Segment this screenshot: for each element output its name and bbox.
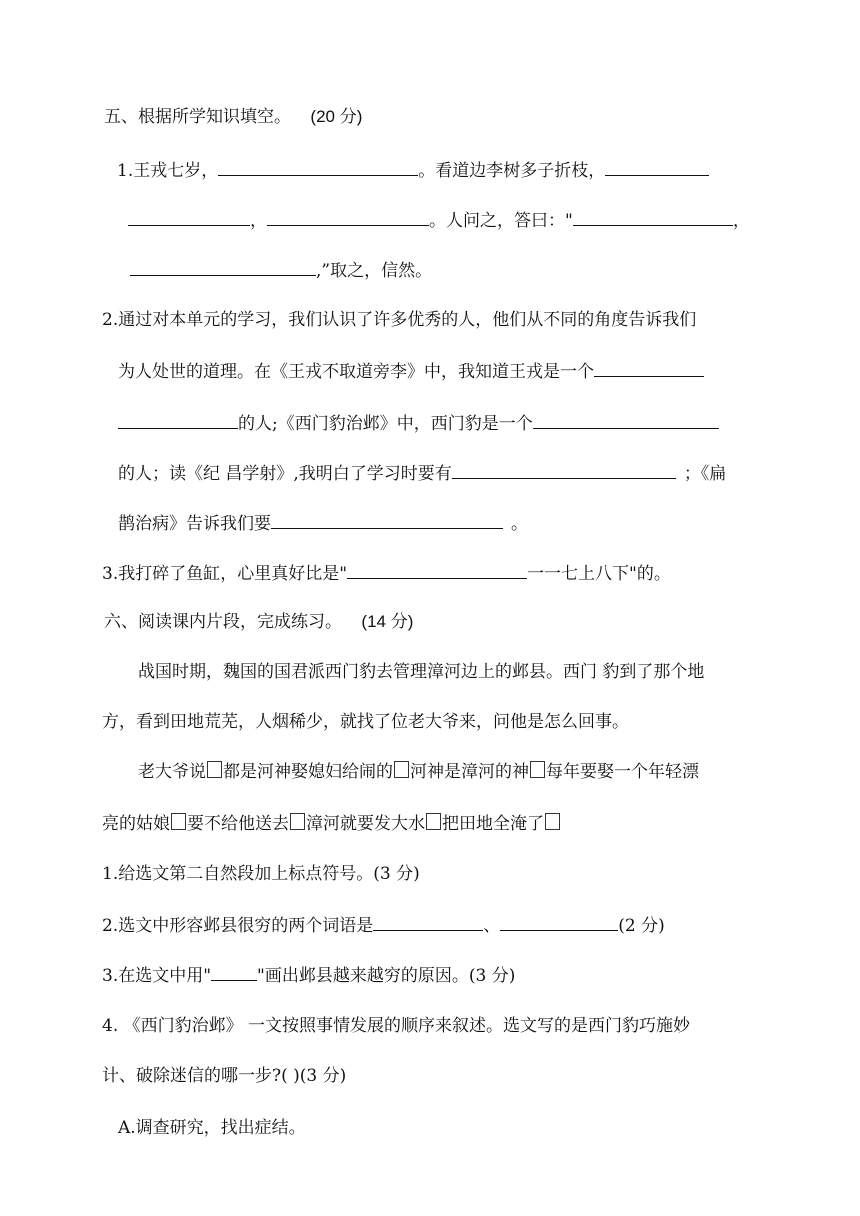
- passage-p1-line2: 方，看到田地荒芜，人烟稀少，就找了位老大爷来，问他是怎么回事。: [102, 712, 629, 732]
- s5-q1-line3: [130, 257, 432, 281]
- answer-blank[interactable]: [271, 510, 503, 529]
- s6-q2-text-c: (2 分): [618, 916, 665, 936]
- s6-q2-text-a: 2.选文中形容邺县很穷的两个词语是: [102, 916, 374, 936]
- s6-q3: [102, 962, 515, 986]
- s5-q2-text-d: 的人；读《纪 昌学射》,我明白了学习时要有: [118, 464, 452, 484]
- section5-heading: [104, 105, 362, 129]
- answer-blank[interactable]: [218, 157, 418, 176]
- s5-q2-line1: 2.通过对本单元的学习，我们认识了许多优秀的人，他们从不同的角度告诉我们: [102, 310, 697, 330]
- passage-p2-line2: [102, 812, 561, 836]
- s5-q2-text-c: 的人;《西门豹治邺》中，西门豹是一个: [238, 414, 533, 434]
- punctuation-box[interactable]: [171, 813, 186, 830]
- s5-q3-text-b: 一一七上八下"的。: [527, 564, 671, 584]
- passage-text: 漳河就要发大水: [306, 814, 425, 834]
- s5-q1-text-e: ，: [732, 211, 750, 231]
- answer-blank[interactable]: [594, 358, 704, 377]
- s5-q1-line1: [117, 157, 709, 181]
- s5-q2-text-e: ；《扁: [683, 464, 727, 484]
- s5-q3-line: [102, 560, 671, 584]
- section5-score: (20 分): [310, 107, 363, 126]
- s6-q4-line1: 4. 《西门豹治邺》 一文按照事情发展的顺序来叙述。选文写的是西门豹巧施妙: [102, 1016, 691, 1036]
- answer-blank[interactable]: [500, 912, 618, 931]
- s6-q2-text-b: 、: [483, 916, 501, 936]
- s5-q1-text-a: 1.王戎七岁，: [117, 161, 219, 181]
- s5-q1-text-c: ，: [250, 211, 267, 231]
- punctuation-box[interactable]: [545, 813, 560, 830]
- section6-heading: [104, 610, 413, 634]
- s5-q2-line2: [118, 358, 704, 382]
- punctuation-box[interactable]: [394, 761, 409, 778]
- s6-q2: [102, 912, 665, 936]
- s6-q1: 1.给选文第二自然段加上标点符号。(3 分): [102, 864, 420, 884]
- answer-blank[interactable]: [211, 962, 257, 981]
- punctuation-box[interactable]: [530, 761, 545, 778]
- s6-q3-text-b: "画出邺县越来越穷的原因。(3 分): [257, 966, 516, 986]
- s5-q2-line4: [118, 460, 726, 484]
- passage-text: 把田地全淹了: [442, 814, 544, 834]
- s5-q2-line5: [118, 510, 528, 534]
- section6-title: 六、阅读课内片段，完成练习。: [104, 612, 342, 632]
- answer-blank[interactable]: [347, 560, 527, 579]
- punctuation-box[interactable]: [207, 761, 222, 778]
- s5-q1-line2: [128, 207, 750, 231]
- passage-text: 亮的姑娘: [102, 814, 170, 834]
- s5-q2-text-b: 为人处世的道理。在《王戎不取道旁李》中，我知道王戎是一个: [118, 362, 594, 382]
- answer-blank[interactable]: [128, 207, 250, 226]
- answer-blank[interactable]: [573, 207, 733, 226]
- answer-blank[interactable]: [267, 207, 429, 226]
- passage-text: 老大爷说: [138, 762, 206, 782]
- section5-title: 五、根据所学知识填空。: [104, 107, 291, 127]
- s5-q3-text-a: 3.我打碎了鱼缸，心里真好比是": [102, 564, 348, 584]
- answer-blank[interactable]: [373, 912, 483, 931]
- s5-q2-text-f: 鹊治病》告诉我们要: [118, 514, 271, 534]
- s5-q2-text-g: 。: [511, 514, 528, 534]
- passage-p1-line1: 战国时期，魏国的国君派西门豹去管理漳河边上的邺县。西门 豹到了那个地: [138, 662, 705, 682]
- answer-blank[interactable]: [118, 410, 238, 429]
- answer-blank[interactable]: [533, 410, 719, 429]
- s6-q3-text-a: 3.在选文中用": [102, 966, 212, 986]
- passage-text: 河神是漳河的神: [410, 762, 529, 782]
- answer-blank[interactable]: [130, 257, 316, 276]
- s5-q2-line3: [118, 410, 719, 434]
- s5-q1-text-f: ,”取之，信然。: [316, 261, 433, 281]
- answer-blank[interactable]: [605, 157, 709, 176]
- s6-q4-option-a[interactable]: A.调查研究，找出症结。: [118, 1118, 306, 1138]
- passage-text: 都是河神娶媳妇给闹的: [223, 762, 393, 782]
- s6-q4-line2: 计、破除迷信的哪一步?( )(3 分): [102, 1066, 347, 1086]
- section6-score: (14 分): [361, 612, 414, 631]
- passage-text: 每年要娶一个年轻漂: [546, 762, 699, 782]
- passage-p2-line1: [138, 760, 699, 784]
- punctuation-box[interactable]: [290, 813, 305, 830]
- answer-blank[interactable]: [452, 460, 676, 479]
- s5-q1-text-b: 。看道边李树多子折枝，: [418, 161, 606, 181]
- punctuation-box[interactable]: [426, 813, 441, 830]
- s5-q1-text-d: 。人问之，答曰：": [429, 211, 573, 231]
- passage-text: 要不给他送去: [187, 814, 289, 834]
